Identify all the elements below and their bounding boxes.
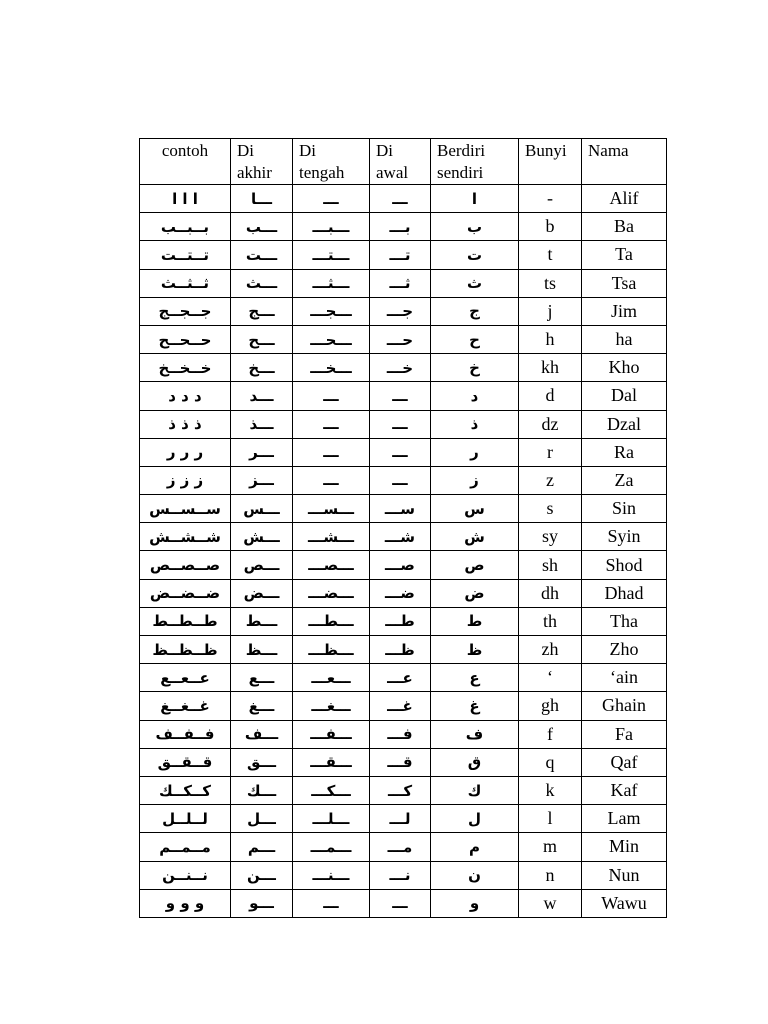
cell-bunyi: w — [519, 889, 582, 917]
cell-contoh: ر ر ر — [140, 438, 231, 466]
cell-contoh: بــبــب — [140, 213, 231, 241]
cell-di-awal: مـــ — [370, 833, 431, 861]
cell-di-akhir: ـــب — [231, 213, 293, 241]
cell-nama: Ta — [582, 241, 667, 269]
cell-bunyi: j — [519, 297, 582, 325]
cell-nama: Nun — [582, 861, 667, 889]
cell-di-tengah: ـــتـــ — [293, 241, 370, 269]
cell-di-akhir: ـــظ — [231, 636, 293, 664]
cell-contoh: عــعــع — [140, 664, 231, 692]
cell-berdiri-sendiri: ص — [431, 551, 519, 579]
cell-contoh: ضــضــض — [140, 579, 231, 607]
cell-contoh: د د د — [140, 382, 231, 410]
cell-di-awal: ضـــ — [370, 579, 431, 607]
cell-di-akhir: ـــق — [231, 748, 293, 776]
cell-di-tengah: ـــ — [293, 466, 370, 494]
cell-berdiri-sendiri: د — [431, 382, 519, 410]
cell-di-tengah: ـــصـــ — [293, 551, 370, 579]
cell-berdiri-sendiri: ر — [431, 438, 519, 466]
cell-di-awal: ـــ — [370, 889, 431, 917]
cell-bunyi: gh — [519, 692, 582, 720]
cell-berdiri-sendiri: ش — [431, 523, 519, 551]
cell-di-awal: ـــ — [370, 466, 431, 494]
cell-contoh: جــجــج — [140, 297, 231, 325]
cell-nama: Zho — [582, 636, 667, 664]
cell-di-tengah: ـــضـــ — [293, 579, 370, 607]
cell-di-akhir: ـــث — [231, 269, 293, 297]
cell-di-tengah: ـــخـــ — [293, 354, 370, 382]
cell-bunyi: - — [519, 185, 582, 213]
cell-di-akhir: ـــذ — [231, 410, 293, 438]
table-row — [140, 579, 667, 607]
table-row — [140, 269, 667, 297]
cell-contoh: فــفــف — [140, 720, 231, 748]
cell-di-tengah: ـــ — [293, 185, 370, 213]
cell-berdiri-sendiri: و — [431, 889, 519, 917]
cell-di-tengah: ـــظـــ — [293, 636, 370, 664]
table-row — [140, 438, 667, 466]
cell-di-tengah: ـــحـــ — [293, 325, 370, 353]
cell-bunyi: sy — [519, 523, 582, 551]
cell-bunyi: f — [519, 720, 582, 748]
header-di-akhir: Di akhir — [231, 139, 293, 185]
cell-bunyi: sh — [519, 551, 582, 579]
cell-di-akhir: ـــض — [231, 579, 293, 607]
table-row — [140, 664, 667, 692]
cell-berdiri-sendiri: س — [431, 495, 519, 523]
cell-nama: Shod — [582, 551, 667, 579]
table-row — [140, 354, 667, 382]
cell-di-awal: خـــ — [370, 354, 431, 382]
cell-berdiri-sendiri: ظ — [431, 636, 519, 664]
cell-bunyi: q — [519, 748, 582, 776]
table-row — [140, 889, 667, 917]
cell-di-akhir: ـــو — [231, 889, 293, 917]
table-row — [140, 185, 667, 213]
cell-di-tengah: ـــطـــ — [293, 607, 370, 635]
cell-di-tengah: ـــ — [293, 382, 370, 410]
cell-bunyi: d — [519, 382, 582, 410]
cell-di-tengah: ـــســـ — [293, 495, 370, 523]
cell-contoh: ظــظــظ — [140, 636, 231, 664]
cell-di-awal: ـــ — [370, 185, 431, 213]
table-row — [140, 297, 667, 325]
cell-di-akhir: ـــح — [231, 325, 293, 353]
cell-berdiri-sendiri: ل — [431, 805, 519, 833]
cell-bunyi: zh — [519, 636, 582, 664]
cell-di-akhir: ـــر — [231, 438, 293, 466]
cell-nama: Jim — [582, 297, 667, 325]
cell-di-tengah: ـــبـــ — [293, 213, 370, 241]
cell-berdiri-sendiri: م — [431, 833, 519, 861]
cell-nama: Za — [582, 466, 667, 494]
cell-di-tengah: ـــقـــ — [293, 748, 370, 776]
cell-berdiri-sendiri: ز — [431, 466, 519, 494]
cell-nama: Tsa — [582, 269, 667, 297]
cell-bunyi: l — [519, 805, 582, 833]
cell-di-tengah: ـــفـــ — [293, 720, 370, 748]
header-berdiri-sendiri: Berdiri sendiri — [431, 139, 519, 185]
cell-di-akhir: ـــز — [231, 466, 293, 494]
cell-di-akhir: ـــط — [231, 607, 293, 635]
cell-di-tengah: ـــعـــ — [293, 664, 370, 692]
cell-di-awal: ـــ — [370, 438, 431, 466]
header-nama: Nama — [582, 139, 667, 185]
table-row — [140, 495, 667, 523]
header-di-tengah: Di tengah — [293, 139, 370, 185]
cell-nama: Ra — [582, 438, 667, 466]
cell-nama: Dhad — [582, 579, 667, 607]
cell-contoh: ز ز ز — [140, 466, 231, 494]
table-row — [140, 466, 667, 494]
cell-di-tengah: ـــجـــ — [293, 297, 370, 325]
cell-berdiri-sendiri: غ — [431, 692, 519, 720]
cell-bunyi: r — [519, 438, 582, 466]
cell-di-akhir: ـــغ — [231, 692, 293, 720]
cell-contoh: طــطــط — [140, 607, 231, 635]
cell-nama: Ghain — [582, 692, 667, 720]
cell-bunyi: dz — [519, 410, 582, 438]
cell-bunyi: k — [519, 776, 582, 804]
cell-di-tengah: ـــنـــ — [293, 861, 370, 889]
cell-bunyi: t — [519, 241, 582, 269]
table-row — [140, 213, 667, 241]
cell-berdiri-sendiri: ح — [431, 325, 519, 353]
cell-bunyi: m — [519, 833, 582, 861]
cell-bunyi: dh — [519, 579, 582, 607]
cell-di-tengah: ـــمـــ — [293, 833, 370, 861]
cell-di-awal: حـــ — [370, 325, 431, 353]
cell-di-awal: ـــ — [370, 410, 431, 438]
cell-contoh: لــلــل — [140, 805, 231, 833]
cell-di-awal: ســـ — [370, 495, 431, 523]
cell-di-awal: صـــ — [370, 551, 431, 579]
cell-contoh: نــنــن — [140, 861, 231, 889]
cell-berdiri-sendiri: ض — [431, 579, 519, 607]
cell-berdiri-sendiri: ن — [431, 861, 519, 889]
cell-nama: Sin — [582, 495, 667, 523]
cell-di-akhir: ـــت — [231, 241, 293, 269]
cell-di-akhir: ـــس — [231, 495, 293, 523]
cell-di-tengah: ـــشـــ — [293, 523, 370, 551]
cell-berdiri-sendiri: ث — [431, 269, 519, 297]
cell-berdiri-sendiri: ف — [431, 720, 519, 748]
cell-di-tengah: ـــ — [293, 410, 370, 438]
table-row — [140, 523, 667, 551]
cell-nama: ‘ain — [582, 664, 667, 692]
cell-contoh: تــتــت — [140, 241, 231, 269]
cell-di-tengah: ـــ — [293, 889, 370, 917]
cell-di-awal: ـــ — [370, 382, 431, 410]
cell-nama: Lam — [582, 805, 667, 833]
cell-nama: Dal — [582, 382, 667, 410]
table-row — [140, 748, 667, 776]
cell-contoh: قــقــق — [140, 748, 231, 776]
table-row — [140, 382, 667, 410]
header-row — [140, 139, 667, 185]
cell-bunyi: kh — [519, 354, 582, 382]
cell-di-awal: جـــ — [370, 297, 431, 325]
cell-contoh: ثــثــث — [140, 269, 231, 297]
table-row — [140, 325, 667, 353]
cell-berdiri-sendiri: ك — [431, 776, 519, 804]
cell-nama: Qaf — [582, 748, 667, 776]
cell-berdiri-sendiri: ذ — [431, 410, 519, 438]
table-row — [140, 241, 667, 269]
table-row — [140, 410, 667, 438]
header-contoh: contoh — [140, 139, 231, 185]
cell-di-awal: فـــ — [370, 720, 431, 748]
cell-nama: ha — [582, 325, 667, 353]
cell-contoh: صــصــص — [140, 551, 231, 579]
cell-nama: Tha — [582, 607, 667, 635]
cell-di-akhir: ـــع — [231, 664, 293, 692]
cell-di-akhir: ـــف — [231, 720, 293, 748]
table-row — [140, 861, 667, 889]
cell-contoh: غــغــغ — [140, 692, 231, 720]
cell-bunyi: s — [519, 495, 582, 523]
cell-contoh: مــمــم — [140, 833, 231, 861]
cell-di-awal: تـــ — [370, 241, 431, 269]
cell-di-awal: كـــ — [370, 776, 431, 804]
cell-di-awal: بـــ — [370, 213, 431, 241]
cell-di-awal: ثـــ — [370, 269, 431, 297]
cell-di-awal: شـــ — [370, 523, 431, 551]
cell-nama: Ba — [582, 213, 667, 241]
table-row — [140, 636, 667, 664]
table-row — [140, 607, 667, 635]
cell-bunyi: n — [519, 861, 582, 889]
table-row — [140, 833, 667, 861]
cell-di-akhir: ـــش — [231, 523, 293, 551]
cell-di-awal: لـــ — [370, 805, 431, 833]
cell-di-awal: نـــ — [370, 861, 431, 889]
cell-di-awal: طـــ — [370, 607, 431, 635]
cell-di-akhir: ـــل — [231, 805, 293, 833]
cell-berdiri-sendiri: ج — [431, 297, 519, 325]
cell-di-akhir: ـــم — [231, 833, 293, 861]
cell-berdiri-sendiri: خ — [431, 354, 519, 382]
table-row — [140, 805, 667, 833]
cell-contoh: خــخــخ — [140, 354, 231, 382]
cell-di-akhir: ـــا — [231, 185, 293, 213]
cell-nama: Alif — [582, 185, 667, 213]
cell-di-akhir: ـــن — [231, 861, 293, 889]
cell-di-awal: عـــ — [370, 664, 431, 692]
cell-nama: Wawu — [582, 889, 667, 917]
table-row — [140, 692, 667, 720]
cell-nama: Min — [582, 833, 667, 861]
cell-nama: Fa — [582, 720, 667, 748]
cell-di-awal: ظـــ — [370, 636, 431, 664]
cell-bunyi: ‘ — [519, 664, 582, 692]
cell-bunyi: th — [519, 607, 582, 635]
cell-di-akhir: ـــك — [231, 776, 293, 804]
cell-bunyi: h — [519, 325, 582, 353]
cell-contoh: حــحــح — [140, 325, 231, 353]
hijaiyah-letter-table — [139, 138, 667, 918]
cell-bunyi: b — [519, 213, 582, 241]
cell-nama: Dzal — [582, 410, 667, 438]
cell-di-akhir: ـــخ — [231, 354, 293, 382]
cell-contoh: ا ا ا — [140, 185, 231, 213]
cell-nama: Syin — [582, 523, 667, 551]
cell-berdiri-sendiri: ب — [431, 213, 519, 241]
cell-bunyi: ts — [519, 269, 582, 297]
cell-contoh: ذ ذ ذ — [140, 410, 231, 438]
table-row — [140, 776, 667, 804]
cell-berdiri-sendiri: ع — [431, 664, 519, 692]
header-di-awal: Di awal — [370, 139, 431, 185]
cell-nama: Kaf — [582, 776, 667, 804]
cell-di-tengah: ـــ — [293, 438, 370, 466]
cell-di-tengah: ـــثـــ — [293, 269, 370, 297]
cell-di-akhir: ـــج — [231, 297, 293, 325]
table-row — [140, 720, 667, 748]
cell-contoh: و و و — [140, 889, 231, 917]
table-row — [140, 551, 667, 579]
cell-di-akhir: ـــد — [231, 382, 293, 410]
cell-berdiri-sendiri: ت — [431, 241, 519, 269]
table-body — [140, 185, 667, 918]
cell-di-tengah: ـــلـــ — [293, 805, 370, 833]
header-bunyi: Bunyi — [519, 139, 582, 185]
cell-nama: Kho — [582, 354, 667, 382]
cell-berdiri-sendiri: ق — [431, 748, 519, 776]
cell-di-akhir: ـــص — [231, 551, 293, 579]
cell-berdiri-sendiri: ا — [431, 185, 519, 213]
cell-contoh: كــكــك — [140, 776, 231, 804]
cell-di-awal: غـــ — [370, 692, 431, 720]
cell-di-tengah: ـــغـــ — [293, 692, 370, 720]
cell-contoh: شــشــش — [140, 523, 231, 551]
cell-di-tengah: ـــكـــ — [293, 776, 370, 804]
cell-bunyi: z — [519, 466, 582, 494]
cell-contoh: ســســس — [140, 495, 231, 523]
cell-berdiri-sendiri: ط — [431, 607, 519, 635]
cell-di-awal: قـــ — [370, 748, 431, 776]
